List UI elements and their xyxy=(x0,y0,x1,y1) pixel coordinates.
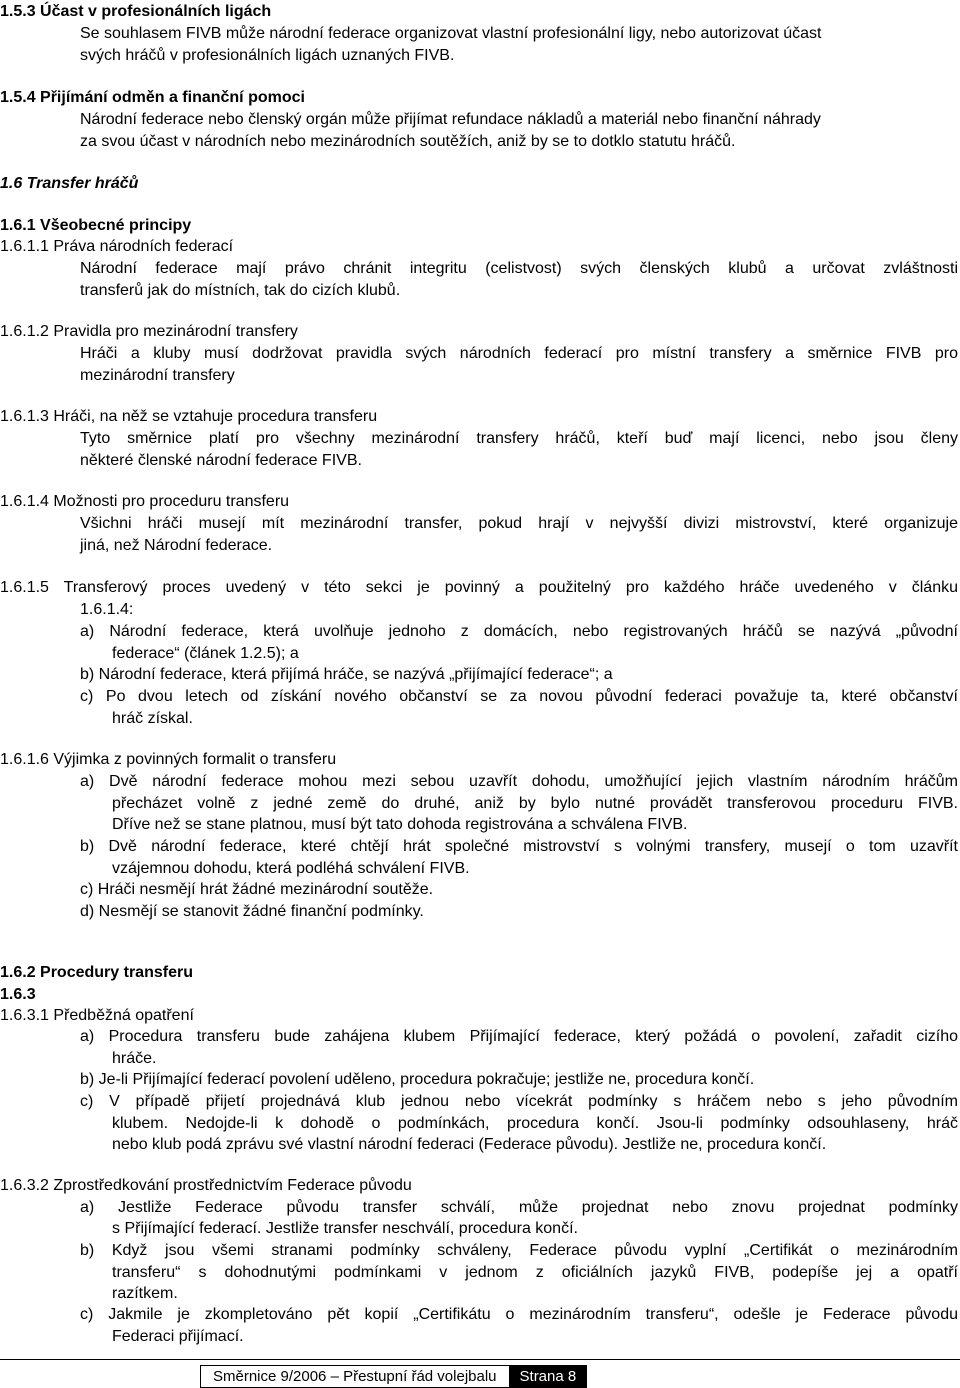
text-line: b) Když jsou všemi stranami podmínky schváleny, Federace původu vyplní „Certifikát o mezinárodním xyxy=(80,1242,958,1259)
text-line: 1.5.3 Účast v profesionálních ligách xyxy=(0,3,272,20)
text-line: vzájemnou dohodu, která podléhá schválení FIVB. xyxy=(112,860,470,877)
text-line: d) Nesmějí se stanovit žádné finanční podmínky. xyxy=(80,903,424,920)
text-line: přecházet volně z jedné země do druhé, aniž by bylo nutné provádět transferovou proceduru FIVB. xyxy=(112,795,958,812)
footer-document-title: Směrnice 9/2006 – Přestupní řád volejbalu xyxy=(213,1368,497,1385)
text-line: Tyto směrnice platí pro všechny mezinárodní transfery hráčů, kteří buď mají licenci, nebo jsou členy xyxy=(80,430,958,447)
footer-page-number: Strana 8 xyxy=(509,1366,587,1387)
text-line: transferů jak do místních, tak do cizích klubů. xyxy=(80,282,401,299)
page-footer xyxy=(200,1365,587,1388)
text-line: a) Národní federace, která uvolňuje jednoho z domácích, nebo registrovaných hráčů se nazývá „původní xyxy=(80,623,958,640)
text-line: federace“ (článek 1.2.5); a xyxy=(112,645,299,662)
text-line: klubem. Nedojde-li k dohodě o podmínkách, procedura končí. Jsou-li podmínky odsouhlaseny, hráč xyxy=(112,1115,958,1132)
text-line: a) Dvě národní federace mohou mezi sebou uzavřít dohodu, umožňující jejich vlastním národním hráčům xyxy=(80,773,958,790)
text-line: Hráči a kluby musí dodržovat pravidla svých národních federací pro místní transfery a směrnice FIVB pro xyxy=(80,345,958,362)
text-line: Dříve než se stane platnou, musí být tato dohoda registrována a schválena FIVB. xyxy=(112,816,688,833)
text-line: mezinárodní transfery xyxy=(80,367,235,384)
text-line: Národní federace mají právo chránit integritu (celistvost) svých členských klubů a určovat zvláštnosti xyxy=(80,260,958,277)
text-line: Federaci přijímací. xyxy=(112,1328,244,1345)
text-line: b) Dvě národní federace, které chtějí hrát společné mistrovství s volnými transfery, musejí o tom uzavřít xyxy=(80,838,958,855)
text-line: 1.6 Transfer hráčů xyxy=(0,175,139,192)
text-line: b) Národní federace, která přijímá hráče, se nazývá „přijímající federace“; a xyxy=(80,666,613,683)
text-line: hráč získal. xyxy=(112,710,193,727)
text-line: razítkem. xyxy=(112,1285,178,1302)
text-line: c) Hráči nesmějí hrát žádné mezinárodní soutěže. xyxy=(80,881,434,898)
text-line: 1.6.1.1 Práva národních federací xyxy=(0,238,234,255)
text-line: 1.6.3.2 Zprostředkování prostřednictvím Federace původu xyxy=(0,1177,412,1194)
text-line: Všichni hráči musejí mít mezinárodní transfer, pokud hrají v nejvyšší divizi mistrovství, které organizuje xyxy=(80,515,958,532)
text-line: Se souhlasem FIVB může národní federace organizovat vlastní profesionální ligy, nebo autorizovat účast xyxy=(80,25,822,42)
text-line: hráče. xyxy=(112,1050,157,1067)
text-line: 1.6.1.4: xyxy=(80,601,134,618)
text-line: některé členské národní federace FIVB. xyxy=(80,452,362,469)
text-line: a) Jestliže Federace původu transfer schválí, může projednat nebo znovu projednat podmínky xyxy=(80,1199,958,1216)
text-line: za svou účast v národních nebo mezinárodních soutěžích, aniž by se to dotklo statutu hráčů. xyxy=(80,133,736,150)
text-line: svých hráčů v profesionálních ligách uznaných FIVB. xyxy=(80,47,455,64)
text-line: b) Je-li Přijímající federací povolení uděleno, procedura pokračuje; jestliže ne, procedura končí. xyxy=(80,1071,755,1088)
text-line: 1.6.3.1 Předběžná opatření xyxy=(0,1007,194,1024)
text-line: nebo klub podá zprávu své vlastní národní federaci (Federace původu). Jestliže ne, procedura končí. xyxy=(112,1136,827,1153)
text-line: a) Procedura transferu bude zahájena klubem Přijímající federace, který požádá o povolení, zařadit cizího xyxy=(80,1028,958,1045)
text-line: 1.6.1.5 Transferový proces uvedený v této sekci je povinný a použitelný pro každého hráče uvedeného v článku xyxy=(0,579,958,596)
text-line: 1.6.1.6 Výjimka z povinných formalit o transferu xyxy=(0,751,337,768)
text-line: 1.6.1.2 Pravidla pro mezinárodní transfery xyxy=(0,323,298,340)
text-line: 1.6.1 Všeobecné principy xyxy=(0,217,192,234)
text-line: c) V případě přijetí projednává klub jednou nebo vícekrát podmínky s hráčem nebo s jeho původním xyxy=(80,1093,958,1110)
text-line: c) Jakmile je zkompletováno pět kopií „Certifikátu o mezinárodním transferu“, odešle je Federace původu xyxy=(80,1306,958,1323)
text-line: jiná, než Národní federace. xyxy=(80,537,273,554)
text-line: 1.5.4 Přijímání odměn a finanční pomoci xyxy=(0,89,305,106)
text-line: 1.6.1.4 Možnosti pro proceduru transferu xyxy=(0,493,290,510)
text-line: Národní federace nebo členský orgán může přijímat refundace nákladů a materiál nebo finanční náhrady xyxy=(80,111,821,128)
text-line: c) Po dvou letech od získání nového občanství se za novou původní federaci považuje ta, které občanství xyxy=(80,688,958,705)
text-line: 1.6.3 xyxy=(0,986,36,1003)
text-line: 1.6.2 Procedury transferu xyxy=(0,964,193,981)
footer-rule xyxy=(0,1359,960,1360)
text-line: 1.6.1.3 Hráči, na něž se vztahuje procedura transferu xyxy=(0,408,378,425)
text-line: s Přijímající federací. Jestliže transfer neschválí, procedura končí. xyxy=(112,1220,578,1237)
text-line: transferu“ s dohodnutými podmínkami v jednom z oficiálních jazyků FIVB, podepíše jej a opatří xyxy=(112,1264,958,1281)
